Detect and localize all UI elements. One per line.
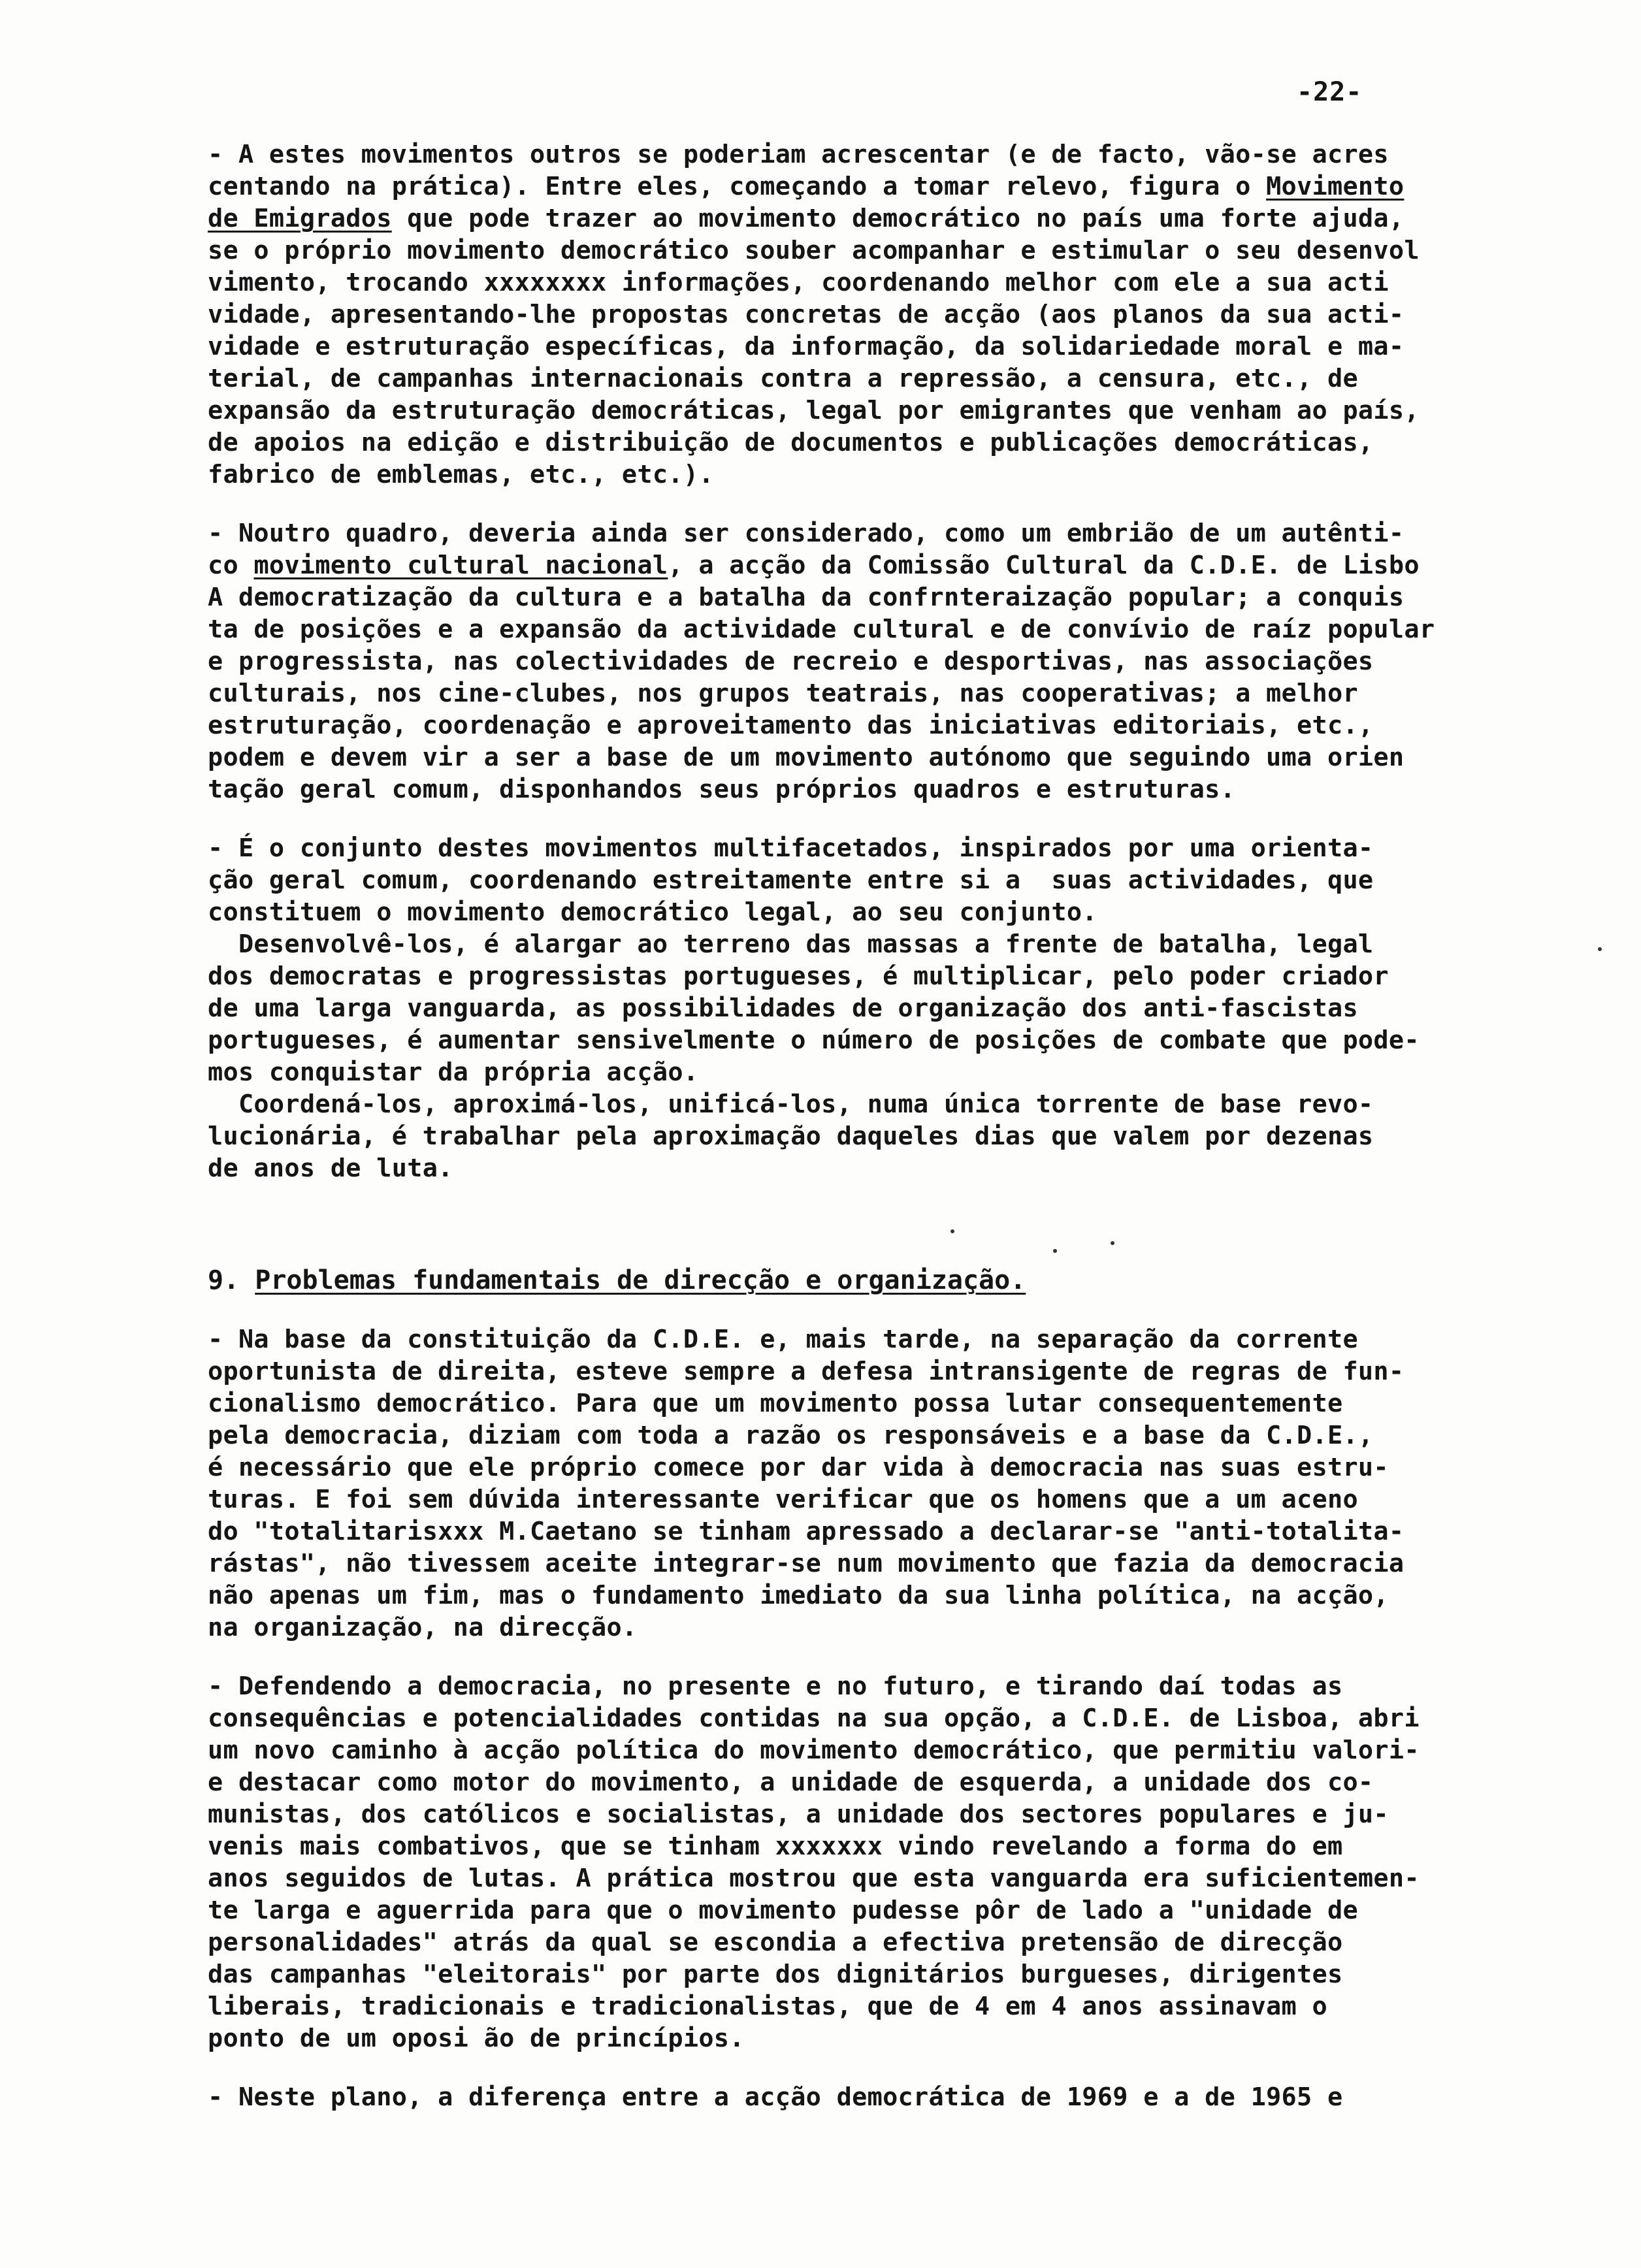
text-run: - Noutro quadro, deveria ainda ser considerado, como um embrião de um autênti- <box>208 519 1405 548</box>
text-run: e destacar como motor do movimento, a unidade de esquerda, a unidade dos co- <box>208 1768 1374 1797</box>
text-run: rástas", não tivessem aceite integrar-se num movimento que fazia da democracia <box>208 1549 1405 1578</box>
text-run: pela democracia, diziam com toda a razão os responsáveis e a base da C.D.E., <box>208 1421 1374 1450</box>
text-run: co <box>208 551 254 580</box>
text-run: estruturação, coordenação e aproveitamento das iniciativas editoriais, etc., <box>208 711 1374 740</box>
text-run: vidade e estruturação específicas, da informação, da solidariedade moral e ma- <box>208 332 1405 361</box>
text-line <box>208 1830 1612 1862</box>
text-line <box>208 235 1612 267</box>
text-run: Desenvolvê-los, é alargar ao terreno das massas a frente de batalha, legal <box>208 930 1374 959</box>
text-line <box>208 1483 1612 1515</box>
text-run: vimento, trocando xxxxxxxx informações, coordenando melhor com ele a sua acti <box>208 268 1389 297</box>
text-line <box>208 549 1612 581</box>
text-run: dos democratas e progressistas portugueses, é multiplicar, pelo poder criador <box>208 962 1389 991</box>
text-line <box>208 1702 1612 1734</box>
text-line <box>208 1088 1612 1120</box>
paragraph-group-before-section <box>208 138 1612 1184</box>
text-run: ta de posições e a expansão da actividade cultural e de convívio de raíz popular <box>208 615 1435 644</box>
spacer <box>208 1184 1612 1264</box>
paragraph-gap <box>208 805 1612 832</box>
text-line <box>208 1387 1612 1419</box>
text-run: constituem o movimento democrático legal, ao seu conjunto. <box>208 898 1097 927</box>
text-line <box>208 427 1612 459</box>
text-line <box>208 613 1612 645</box>
text-run: munistas, dos católicos e socialistas, a unidade dos sectores populares e ju- <box>208 1800 1389 1829</box>
text-run: e progressista, nas colectividades de recreio e desportivas, nas associações <box>208 647 1374 676</box>
text-line <box>208 2081 1612 2113</box>
text-line <box>208 832 1612 864</box>
text-run: culturais, nos cine-clubes, nos grupos teatrais, nas cooperativas; a melhor <box>208 679 1358 708</box>
text-run: de apoios na edição e distribuição de documentos e publicações democráticas, <box>208 428 1374 457</box>
text-run: liberais, tradicionais e tradicionalistas, que de 4 em 4 anos assinavam o <box>208 1992 1327 2021</box>
text-line <box>208 1355 1612 1387</box>
text-run: - Neste plano, a diferença entre a acção democrática de 1969 e a de 1965 e <box>208 2082 1343 2112</box>
text-line <box>208 1547 1612 1580</box>
text-run: não apenas um fim, mas o fundamento imediato da sua linha política, na acção, <box>208 1581 1389 1610</box>
text-line <box>208 170 1612 202</box>
text-line <box>208 581 1612 613</box>
paragraph-gap <box>208 1644 1612 1670</box>
text-line <box>208 645 1612 677</box>
text-run: ção geral comum, coordenando estreitamente entre si a suas actividades, que <box>208 866 1374 895</box>
paragraph <box>208 138 1612 491</box>
text-run: consequências e potencialidades contidas na sua opção, a C.D.E. de Lisboa, abri <box>208 1704 1420 1733</box>
text-line <box>208 1024 1612 1056</box>
text-run: personalidades" atrás da qual se escondia a efectiva pretensão de direcção <box>208 1928 1343 1957</box>
text-line <box>208 864 1612 896</box>
spacer <box>208 1297 1612 1323</box>
text-line <box>208 299 1612 331</box>
paragraph <box>208 517 1612 805</box>
ink-speck <box>950 1229 954 1233</box>
text-run: fabrico de emblemas, etc., etc.). <box>208 460 714 489</box>
text-run: do "totalitarisxxx M.Caetano se tinham apressado a declarar-se "anti-totalita- <box>208 1517 1405 1546</box>
text-line <box>208 202 1612 235</box>
text-run: expansão da estruturação democráticas, legal por emigrantes que venham ao país, <box>208 396 1420 425</box>
text-run: tação geral comum, disponhandos seus próprios quadros e estruturas. <box>208 775 1236 804</box>
underlined-text: de Emigrados <box>208 204 392 233</box>
text-run: é necessário que ele próprio comece por dar vida à democracia nas suas estru- <box>208 1453 1389 1482</box>
text-line <box>208 1056 1612 1088</box>
text-run: , a acção da Comissão Cultural da C.D.E. de Lisbo <box>668 551 1420 580</box>
text-line <box>208 1862 1612 1894</box>
text-run: turas. E foi sem dúvida interessante verificar que os homens que a um aceno <box>208 1485 1358 1514</box>
text-line <box>208 928 1612 960</box>
text-run: venis mais combativos, que se tinham xxxxxxx vindo revelando a forma do em <box>208 1832 1343 1861</box>
text-run: podem e devem vir a ser a base de um movimento autónomo que seguindo uma orien <box>208 743 1405 772</box>
text-line <box>208 741 1612 773</box>
text-run: ponto de um oposi ão de princípios. <box>208 2024 745 2053</box>
paragraph-group-after-section <box>208 1323 1612 2113</box>
text-line <box>208 709 1612 741</box>
text-line <box>208 1323 1612 1355</box>
text-run: portugueses, é aumentar sensivelmente o número de posições de combate que pode- <box>208 1026 1420 1055</box>
paragraph <box>208 1670 1612 2054</box>
text-run: - Na base da constituição da C.D.E. e, mais tarde, na separação da corrente <box>208 1325 1358 1354</box>
text-run: vidade, apresentando-lhe propostas concretas de acção (aos planos da sua acti- <box>208 300 1405 329</box>
text-line <box>208 1734 1612 1766</box>
paragraph-gap <box>208 2054 1612 2081</box>
text-run: que pode trazer ao movimento democrático no país uma forte ajuda, <box>391 204 1405 233</box>
ink-speck <box>1598 947 1602 951</box>
page-number: -22- <box>1297 77 1363 107</box>
text-line <box>208 267 1612 299</box>
text-line <box>208 1451 1612 1483</box>
underlined-text: movimento cultural nacional <box>253 551 668 580</box>
text-line <box>208 138 1612 170</box>
paragraph <box>208 832 1612 1184</box>
ink-speck <box>1111 1241 1114 1245</box>
text-line <box>208 1120 1612 1152</box>
section-heading <box>208 1264 1612 1297</box>
text-line <box>208 1798 1612 1830</box>
text-line <box>208 1152 1612 1184</box>
text-line <box>208 395 1612 427</box>
text-run: - A estes movimentos outros se poderiam acrescentar (e de facto, vão-se acres <box>208 140 1389 169</box>
text-line <box>208 1612 1612 1644</box>
text-line <box>208 2022 1612 2054</box>
text-run: centando na prática). Entre eles, começando a tomar relevo, figura o <box>208 172 1267 201</box>
text-run: - É o conjunto destes movimentos multifacetados, inspirados por uma orienta- <box>208 834 1374 863</box>
text-run: cionalismo democrático. Para que um movimento possa lutar consequentemente <box>208 1389 1343 1418</box>
text-line <box>208 1515 1612 1547</box>
underlined-text: Movimento <box>1266 172 1405 201</box>
text-run: oportunista de direita, esteve sempre a defesa intransigente de regras de fun- <box>208 1357 1405 1386</box>
paragraph <box>208 1323 1612 1644</box>
text-line <box>208 1958 1612 1990</box>
text-run: lucionária, é trabalhar pela aproximação daqueles dias que valem por dezenas <box>208 1122 1374 1151</box>
text-line <box>208 677 1612 709</box>
text-run: - Defendendo a democracia, no presente e no futuro, e tirando daí todas as <box>208 1672 1343 1701</box>
text-line <box>208 1894 1612 1926</box>
text-line <box>208 1580 1612 1612</box>
text-run: na organização, na direcção. <box>208 1613 638 1642</box>
text-run: de uma larga vanguarda, as possibilidades de organização dos anti-fascistas <box>208 994 1358 1023</box>
text-line <box>208 331 1612 363</box>
text-line <box>208 363 1612 395</box>
text-run: A democratização da cultura e a batalha da confrnteraização popular; a conquis <box>208 583 1405 612</box>
document-body <box>208 138 1612 2113</box>
text-run: terial, de campanhas internacionais contra a repressão, a censura, etc., de <box>208 364 1358 393</box>
section-title: Problemas fundamentais de direcção e organização. <box>255 1265 1026 1295</box>
text-run: Coordená-los, aproximá-los, unificá-los, numa única torrente de base revo- <box>208 1090 1374 1119</box>
paragraph <box>208 2081 1612 2113</box>
text-run: mos conquistar da própria acção. <box>208 1058 699 1087</box>
text-line <box>208 960 1612 992</box>
text-line <box>208 1926 1612 1958</box>
section-number: 9. <box>208 1265 240 1295</box>
text-line <box>208 459 1612 491</box>
text-run: um novo caminho à acção política do movimento democrático, que permitiu valori- <box>208 1736 1420 1765</box>
text-run: te larga e aguerrida para que o movimento pudesse pôr de lado a "unidade de <box>208 1896 1358 1925</box>
text-run: se o próprio movimento democrático souber acompanhar e estimular o seu desenvol <box>208 236 1420 265</box>
text-line <box>208 1766 1612 1798</box>
text-line <box>208 517 1612 549</box>
text-line <box>208 1670 1612 1702</box>
text-line <box>208 1990 1612 2022</box>
text-line <box>208 992 1612 1024</box>
text-line <box>208 896 1612 928</box>
text-run: anos seguidos de lutas. A prática mostrou que esta vanguarda era suficientemen- <box>208 1864 1420 1893</box>
text-line <box>208 1419 1612 1451</box>
paragraph-gap <box>208 491 1612 517</box>
text-run: das campanhas "eleitorais" por parte dos dignitários burgueses, dirigentes <box>208 1960 1343 1989</box>
text-run: de anos de luta. <box>208 1154 453 1183</box>
ink-speck <box>1053 1249 1057 1253</box>
text-line <box>208 773 1612 805</box>
